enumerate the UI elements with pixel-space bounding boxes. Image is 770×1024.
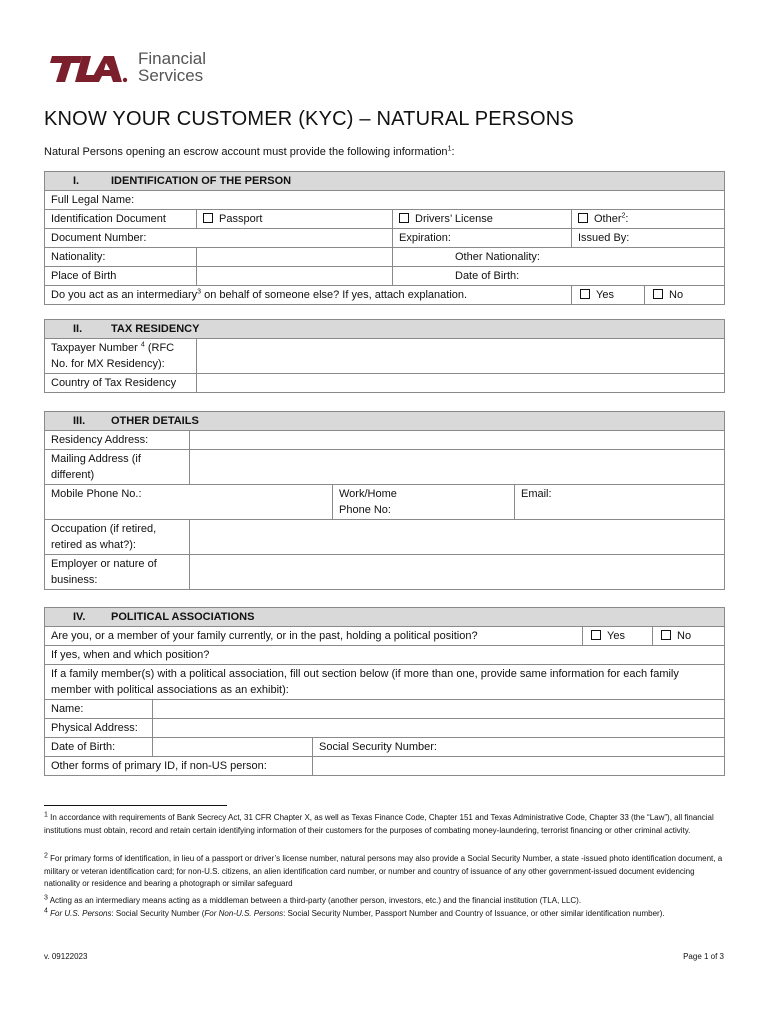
page-title: KNOW YOUR CUSTOMER (KYC) – NATURAL PERSONS (44, 108, 574, 130)
email-field[interactable]: Email: (515, 485, 725, 520)
drivers-license-checkbox[interactable] (399, 213, 409, 223)
section-title: POLITICAL ASSOCIATIONS (111, 611, 255, 623)
section-title: OTHER DETAILS (111, 415, 199, 427)
family-ssn-field[interactable]: Social Security Number: (313, 738, 725, 757)
political-no-option[interactable]: No (653, 627, 725, 646)
occupation-label: Occupation (if retired, retired as what?): (45, 520, 190, 555)
section-number: IV. (73, 611, 86, 623)
mobile-phone-field[interactable]: Mobile Phone No.: (45, 485, 333, 520)
section-header (45, 412, 725, 431)
section-number: I. (73, 175, 80, 187)
family-address-label: Physical Address: (45, 719, 153, 738)
issued-by-field[interactable]: Issued By: (572, 229, 725, 248)
family-dob-field[interactable] (153, 738, 313, 757)
when-which-position-field[interactable]: If yes, when and which position? (45, 646, 725, 665)
taxpayer-number-label: Taxpayer Number $^4$ (RFC No. for MX Residency): (45, 339, 197, 374)
section-header (45, 320, 725, 339)
political-question: Are you, or a member of your family currently, or in the past, holding a political position? (45, 627, 583, 646)
employer-label: Employer or nature of business: (45, 555, 190, 590)
intermediary-question: Do you act as an intermediary$^3$ on behalf of someone else? If yes, attach explanation. (45, 286, 572, 305)
occupation-field[interactable] (190, 520, 725, 555)
full-legal-name-field[interactable] (45, 191, 725, 210)
section-header (45, 608, 725, 627)
section-title: IDENTIFICATION OF THE PERSON (111, 175, 292, 187)
political-no-checkbox[interactable] (661, 630, 671, 640)
logo-line-financial: Financial (138, 49, 207, 68)
taxpayer-number-field[interactable] (197, 339, 725, 374)
passport-checkbox[interactable] (203, 213, 213, 223)
tla-logo (48, 54, 128, 84)
page-number: Page 1 of 3 (683, 952, 724, 961)
work-phone-field[interactable]: Work/Home Phone No: (333, 485, 515, 520)
intermediary-no-checkbox[interactable] (653, 289, 663, 299)
other-id-option[interactable]: Other$^2$: (572, 210, 725, 229)
section-number: II. (73, 323, 83, 335)
family-address-field[interactable] (153, 719, 725, 738)
other-id-checkbox[interactable] (578, 213, 588, 223)
passport-option[interactable]: Passport (197, 210, 393, 229)
logo-line-services: Services (138, 66, 204, 85)
section-title: TAX RESIDENCY (111, 323, 200, 335)
intermediary-yes-option[interactable]: Yes (572, 286, 645, 305)
footnote-2: $^2$ For primary forms of identification, in lieu of a passport or driver’s license number, natural persons may also provide a Social Security Number, a state -issued photo identification document, a military or veteran identification card; for non-U.S. citizens, an alien identification card number, or number and country of issuance of any other government-issued document evidencing nationality or residence and bearing a photograph or similar safeguard (44, 852, 723, 888)
family-dob-label: Date of Birth: (45, 738, 153, 757)
footnote-1: $^1$ In accordance with requirements of Bank Secrecy Act, 31 CFR Chapter X, as well as Texas Finance Code, Chapter 151 and Texas Administrative Code, Chapter 33 (the “Law”), all financial institutions must obtain, record and retain certain identifying information of their customers for the purposes of combating money-laundering, terrorist financing or other criminal activity. (44, 811, 714, 835)
family-name-field[interactable] (153, 700, 725, 719)
section-tax-residency (44, 319, 725, 393)
political-yes-checkbox[interactable] (591, 630, 601, 640)
nationality-label: Nationality: (45, 248, 197, 267)
intermediary-yes-checkbox[interactable] (580, 289, 590, 299)
place-of-birth-label: Place of Birth (45, 267, 197, 286)
residency-address-field[interactable] (190, 431, 725, 450)
drivers-license-option[interactable]: Drivers’ License (393, 210, 572, 229)
place-of-birth-field[interactable] (197, 267, 393, 286)
version-label: v. 09122023 (44, 952, 88, 961)
footnote-3: $^3$ Acting as an intermediary means acting as a middleman between a third-party (another person, investors, etc.) and the financial institution (TLA, LLC). (44, 894, 582, 905)
section-header (45, 172, 725, 191)
footnote-4: $^4$ For U.S. Persons: Social Security Number (For Non-U.S. Persons: Social Security Number, Passport Number and Country of Issuance, or other similar identification number). (44, 907, 665, 918)
mailing-address-field[interactable] (190, 450, 725, 485)
intermediary-no-option[interactable]: No (645, 286, 725, 305)
footnote-divider (44, 805, 227, 806)
other-primary-id-label: Other forms of primary ID, if non-US person: (45, 757, 313, 776)
other-nationality-field[interactable]: Other Nationality: (393, 248, 725, 267)
section-identification (44, 171, 725, 305)
family-note: If a family member(s) with a political association, fill out section below (if more than one, provide same information for each family member with political associations as an exhibit): (45, 665, 725, 700)
logo-wordmark (138, 50, 206, 84)
family-name-label: Name: (45, 700, 153, 719)
residency-address-label: Residency Address: (45, 431, 190, 450)
document-number-field[interactable]: Document Number: (45, 229, 393, 248)
section-other-details (44, 411, 725, 590)
section-number: III. (73, 415, 86, 427)
section-political-associations (44, 607, 725, 776)
country-tax-label: Country of Tax Residency (45, 374, 197, 393)
other-primary-id-field[interactable] (313, 757, 725, 776)
political-yes-option[interactable]: Yes (583, 627, 653, 646)
employer-field[interactable] (190, 555, 725, 590)
full-legal-name-label: Full Legal Name: (51, 194, 135, 206)
mailing-address-label: Mailing Address (if different) (45, 450, 190, 485)
nationality-field[interactable] (197, 248, 393, 267)
intro-text: Natural Persons opening an escrow account must provide the following information$^1$: (44, 145, 455, 158)
date-of-birth-field[interactable]: Date of Birth: (393, 267, 725, 286)
expiration-field[interactable]: Expiration: (393, 229, 572, 248)
id-document-label: Identification Document (45, 210, 197, 229)
country-tax-field[interactable] (197, 374, 725, 393)
tla-logo-mark-icon (48, 54, 128, 84)
